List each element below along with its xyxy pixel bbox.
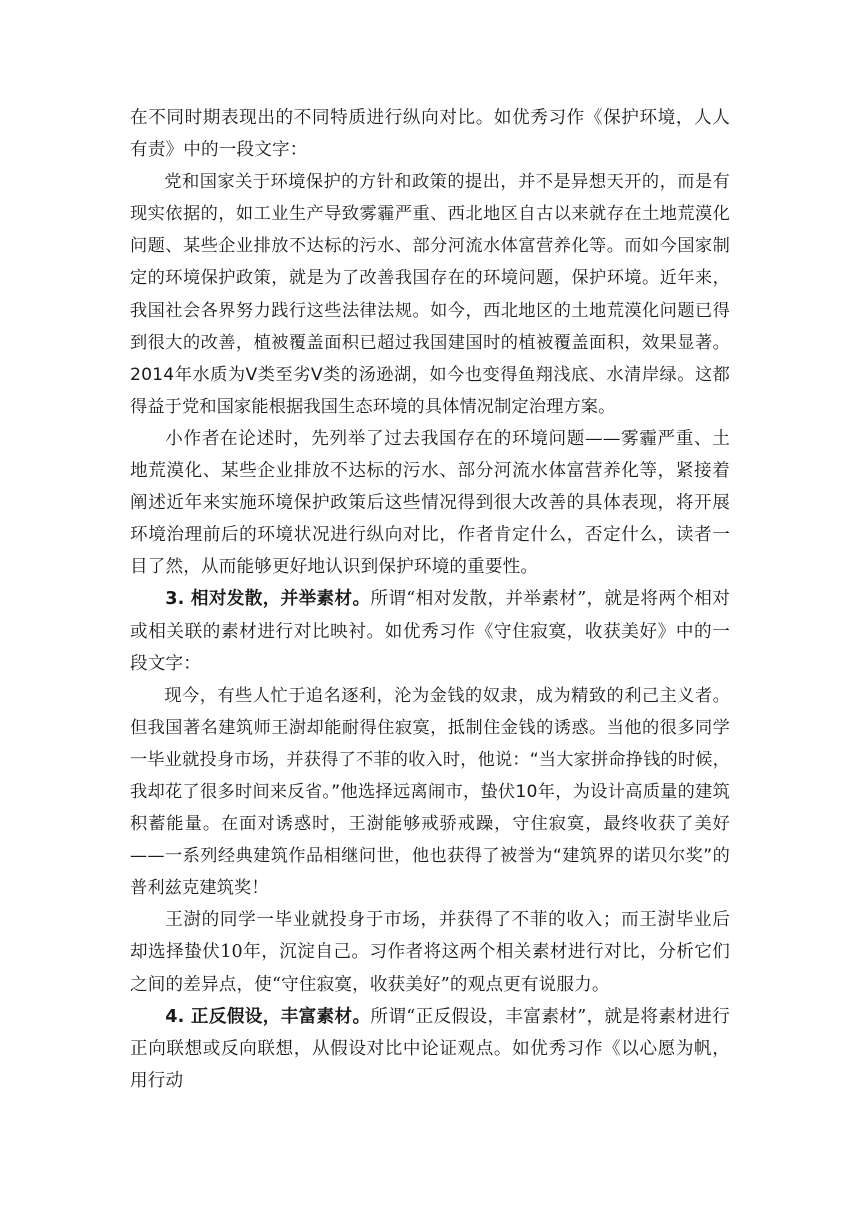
section-3-paragraph xyxy=(130,583,730,679)
section-3-heading: 3. 相对发散，并举素材。 xyxy=(165,589,371,610)
section-4-body: 所谓“正反假设，丰富素材”，就是将素材进行正向联想或反向联想，从假设对比中论证观点。如优秀习作《以心愿为帆，用行动 xyxy=(130,1006,730,1091)
quoted-example-wangshu: 现今，有些人忙于追名逐利，沦为金钱的奴隶，成为精致的利己主义者。但我国著名建筑师王澍却能耐得住寂寞，抵制住金钱的诱惑。当他的很多同学一毕业就投身市场，并获得了不菲的收入时，他说：“当大家拼命挣钱的时候，我却花了很多时间来反省。”他选择远离闹市，蛰伏10年，为设计高质量的建筑积蓄能量。在面对诱惑时，王澍能够戒骄戒躁，守住寂寞，最终收获了美好——一系列经典建筑作品相继问世，他也获得了被誉为“建筑界的诺贝尔奖”的普利兹克建筑奖！ xyxy=(130,685,730,899)
section-3-body: 所谓“相对发散，并举素材”，就是将两个相对或相关联的素材进行对比映衬。如优秀习作《守住寂寞，收获美好》中的一段文字： xyxy=(130,589,730,674)
quoted-example-environment: 党和国家关于环境保护的方针和政策的提出，并不是异想天开的，而是有现实依据的，如工业生产导致雾霾严重、西北地区自古以来就存在土地荒漠化问题、某些企业排放不达标的污水、部分河流水体富营养化等。而如今国家制定的环境保护政策，就是为了改善我国存在的环境问题，保护环境。近年来，我国社会各界努力践行这些法律法规。如今，西北地区的土地荒漠化问题已得到很大的改善，植被覆盖面积已超过我国建国时的植被覆盖面积，效果显著。2014年水质为Ⅴ类至劣Ⅴ类的汤逊湖，如今也变得鱼翔浅底、水清岸绿。这都得益于党和国家能根据我国生态环境的具体情况制定治理方案。 xyxy=(130,172,730,417)
section-4-paragraph xyxy=(130,1001,730,1097)
article-body xyxy=(130,102,730,1097)
section-4-heading: 4. 正反假设，丰富素材。 xyxy=(165,1006,371,1027)
paragraph-intro-continuation: 在不同时期表现出的不同特质进行纵向对比。如优秀习作《保护环境，人人有责》中的一段文字： xyxy=(130,108,730,161)
analysis-paragraph-wangshu: 王澍的同学一毕业就投身于市场，并获得了不菲的收入；而王澍毕业后却选择蛰伏10年，沉淀自己。习作者将这两个相关素材进行对比，分析它们之间的差异点，使“守住寂寞，收获美好”的观点更有说服力。 xyxy=(130,910,730,995)
analysis-paragraph-environment: 小作者在论述时，先列举了过去我国存在的环境问题——雾霾严重、土地荒漠化、某些企业排放不达标的污水、部分河流水体富营养化等，紧接着阐述近年来实施环境保护政策后这些情况得到很大改善的具体表现，将开展环境治理前后的环境状况进行纵向对比，作者肯定什么，否定什么，读者一目了然，从而能够更好地认识到保护环境的重要性。 xyxy=(130,428,730,578)
